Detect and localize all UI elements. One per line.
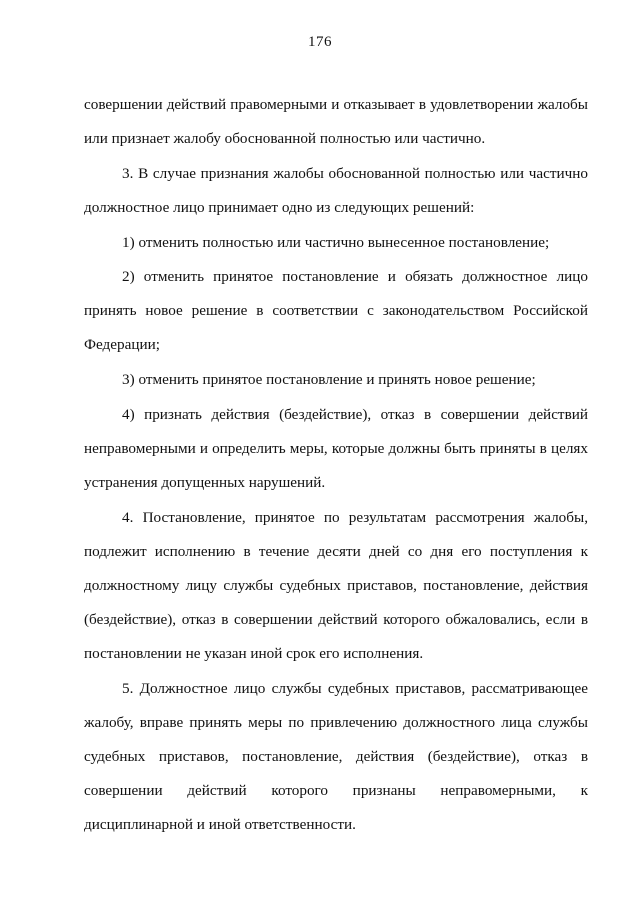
text-line: должностное лицо принимает одно из следующих решений:	[84, 199, 475, 216]
text-line: 1) отменить полностью или частично вынесенное постановление;	[122, 234, 550, 251]
text-line: судебных приставов, постановление, действия (бездействие), отказ в	[84, 748, 588, 765]
text-line: 5. Должностное лицо службы судебных приставов, рассматривающее	[122, 680, 588, 697]
text-line: устранения допущенных нарушений.	[84, 474, 326, 491]
text-line: постановлении не указан иной срок его исполнения.	[84, 645, 424, 662]
text-line: должностному лицу службы судебных приставов, постановление, действия	[84, 577, 588, 594]
text-line: 2) отменить принятое постановление и обязать должностное лицо	[122, 268, 588, 285]
text-line: совершении действий которого признаны неправомерными, к	[84, 782, 588, 799]
text-line: подлежит исполнению в течение десяти дней со дня его поступления к	[84, 543, 588, 560]
text-line: или признает жалобу обоснованной полностью или частично.	[84, 130, 486, 147]
text-line: 3. В случае признания жалобы обоснованной полностью или частично	[122, 165, 588, 182]
text-line: неправомерными и определить меры, которые должны быть приняты в целях	[84, 440, 588, 457]
page-number: 176	[308, 34, 332, 50]
text-line: жалобу, вправе принять меры по привлечению должностного лица службы	[84, 714, 588, 731]
text-line: совершении действий правомерными и отказывает в удовлетворении жалобы	[84, 96, 588, 113]
text-line: 4. Постановление, принятое по результатам рассмотрения жалобы,	[122, 509, 588, 526]
text-line: (бездействие), отказ в совершении действий которого обжаловались, если в	[84, 611, 588, 628]
text-line: дисциплинарной и иной ответственности.	[84, 816, 356, 833]
text-line: Федерации;	[84, 336, 160, 353]
text-line: 3) отменить принятое постановление и принять новое решение;	[122, 371, 536, 388]
text-line: 4) признать действия (бездействие), отказ в совершении действий	[122, 406, 588, 423]
text-line: принять новое решение в соответствии с законодательством Российской	[84, 302, 588, 319]
